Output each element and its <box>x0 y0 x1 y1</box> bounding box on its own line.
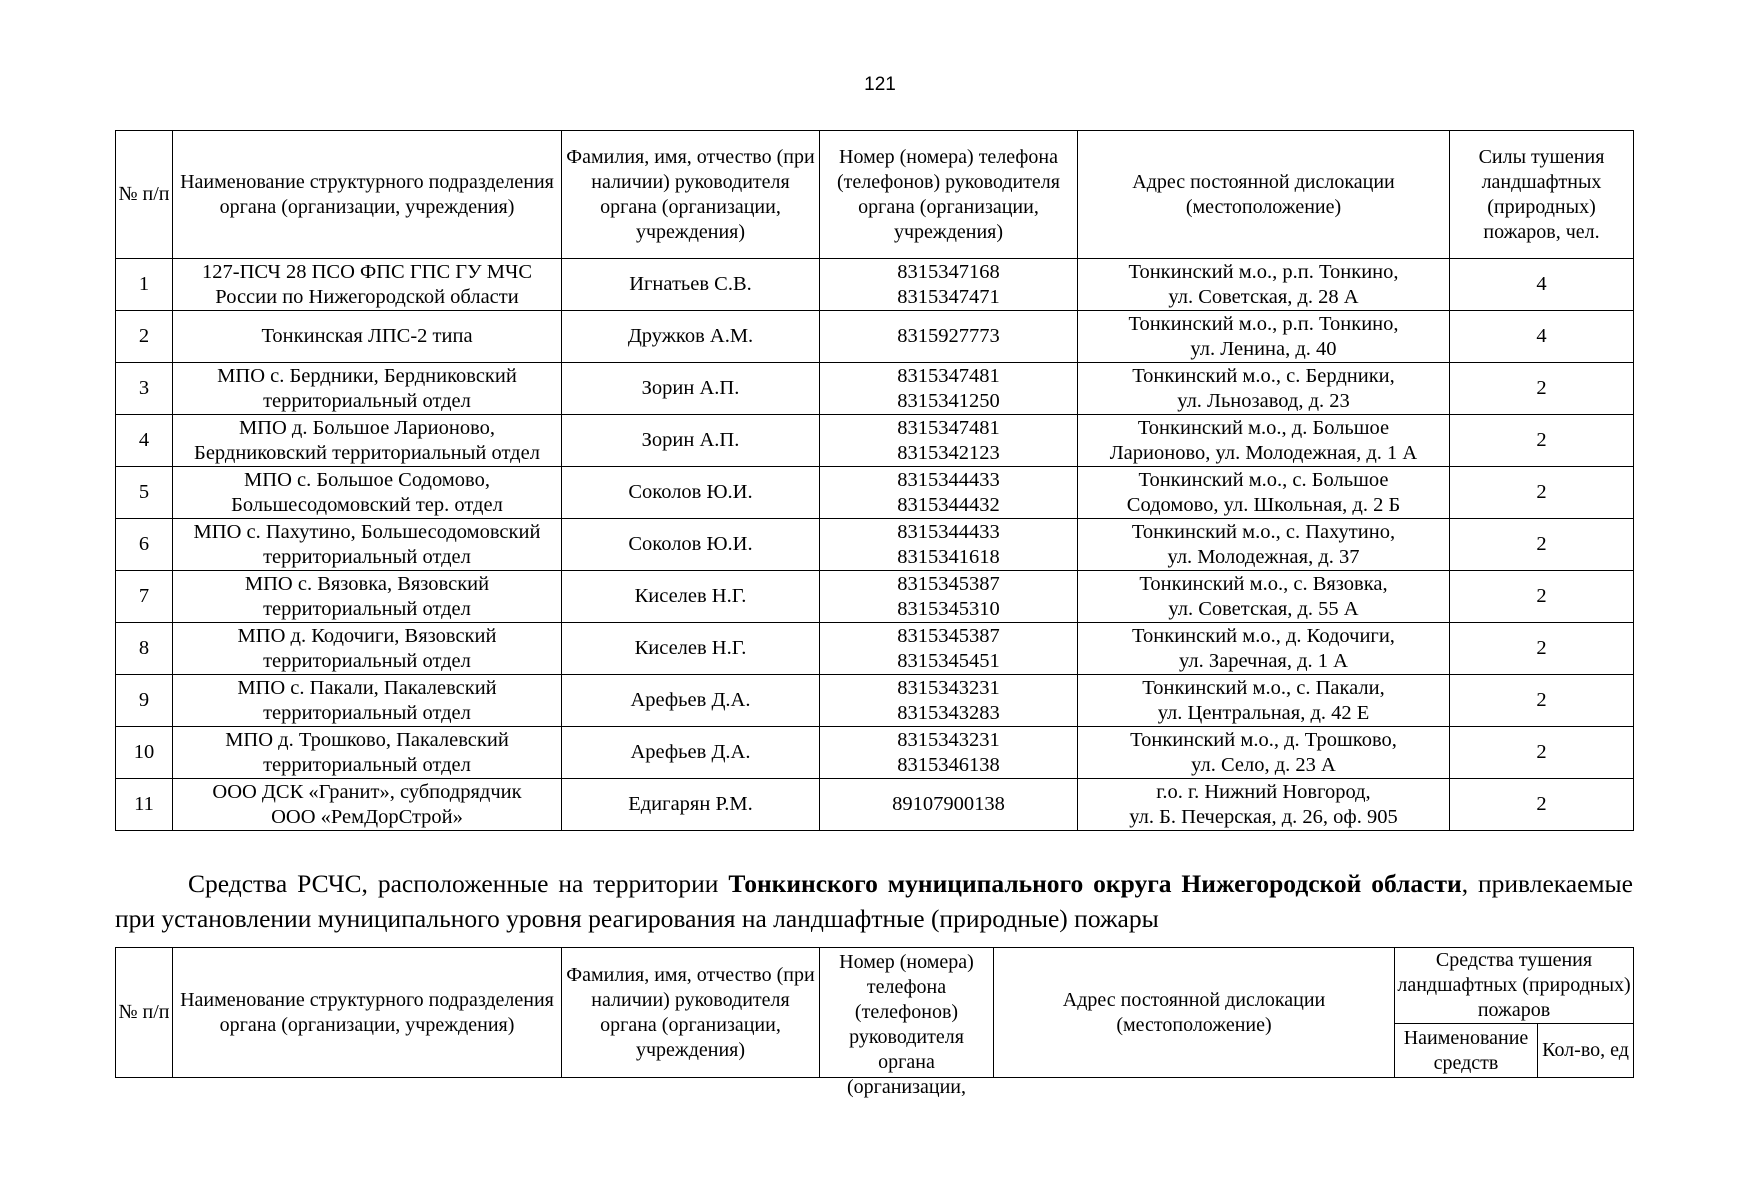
cell-address <box>1078 259 1450 311</box>
cell-name <box>173 571 562 623</box>
cell-address-line: ул. Советская, д. 55 А <box>1168 597 1359 620</box>
cell-forces <box>1450 311 1634 363</box>
cell-phone <box>820 675 1078 727</box>
col-header-num: № п/п <box>116 948 173 1078</box>
cell-name <box>173 727 562 779</box>
cell-num-line: 11 <box>134 793 154 815</box>
cell-forces <box>1450 779 1634 831</box>
section-title-part1: Средства РСЧС, расположенные на территории <box>188 869 729 898</box>
cell-name <box>173 675 562 727</box>
cell-phone-line: 8315341618 <box>897 545 1000 568</box>
col-header-forces: Силы тушения ландшафтных (природных) пожаров, чел. <box>1450 131 1634 259</box>
cell-phone <box>820 415 1078 467</box>
cell-num <box>116 311 173 363</box>
cell-name-line: МПО д. Большое Ларионово, <box>238 416 496 439</box>
cell-phone <box>820 571 1078 623</box>
cell-num-line: 7 <box>138 585 150 607</box>
cell-head <box>562 259 820 311</box>
cell-address <box>1078 779 1450 831</box>
cell-num-line: 4 <box>138 429 150 451</box>
cell-forces <box>1450 623 1634 675</box>
cell-head-line: Киселев Н.Г. <box>634 585 747 607</box>
cell-num <box>116 727 173 779</box>
cell-name-line: территориальный отдел <box>263 545 471 568</box>
table-row <box>116 363 1634 415</box>
cell-address-line: ул. Советская, д. 28 А <box>1168 285 1359 308</box>
cell-address-line: Тонкинский м.о., с. Пакали, <box>1142 676 1385 699</box>
cell-address-line: Тонкинский м.о., д. Кодочиги, <box>1132 624 1395 647</box>
cell-head-line: Зорин А.П. <box>641 429 740 451</box>
page-number: 121 <box>864 74 896 95</box>
cell-head <box>562 519 820 571</box>
cell-head <box>562 415 820 467</box>
cell-head-line: Дружков А.М. <box>627 325 754 347</box>
cell-name-line: Тонкинская ЛПС-2 типа <box>261 325 473 347</box>
cell-phone <box>820 363 1078 415</box>
cell-phone <box>820 779 1078 831</box>
cell-forces <box>1450 259 1634 311</box>
cell-name <box>173 779 562 831</box>
cell-address-line: ул. Центральная, д. 42 Е <box>1157 701 1370 724</box>
col-header-address: Адрес постоянной дислокации (местоположение) <box>1078 131 1450 259</box>
cell-num-line: 6 <box>138 533 150 555</box>
cell-num <box>116 467 173 519</box>
cell-address-line: Тонкинский м.о., с. Вязовка, <box>1139 572 1388 595</box>
table-row <box>116 311 1634 363</box>
table-row <box>116 675 1634 727</box>
cell-forces-line: 2 <box>1536 637 1547 659</box>
cell-name <box>173 623 562 675</box>
cell-phone-line: 8315347471 <box>897 285 1000 308</box>
cell-address <box>1078 623 1450 675</box>
cell-phone-line: 8315347481 <box>897 416 1000 439</box>
cell-head <box>562 675 820 727</box>
cell-forces-line: 2 <box>1536 377 1547 399</box>
cell-phone-line: 8315346138 <box>897 753 1000 776</box>
cell-head <box>562 467 820 519</box>
cell-head-line: Едигарян Р.М. <box>628 793 753 815</box>
cell-forces-line: 2 <box>1536 585 1547 607</box>
cell-phone <box>820 311 1078 363</box>
cell-address-line: Ларионово, ул. Молодежная, д. 1 А <box>1109 441 1418 464</box>
cell-forces-line: 2 <box>1536 689 1547 711</box>
cell-name-line: территориальный отдел <box>263 753 471 776</box>
col-header-address: Адрес постоянной дислокации (местоположение) <box>994 948 1395 1078</box>
cell-num-line: 5 <box>138 481 150 503</box>
fire-units-table <box>115 130 1634 831</box>
table-header-row <box>116 131 1634 259</box>
cell-head-line: Зорин А.П. <box>641 377 740 399</box>
cell-num <box>116 675 173 727</box>
cell-address-line: Тонкинский м.о., с. Бердники, <box>1132 364 1395 387</box>
cell-name-line: ООО «РемДорСтрой» <box>271 805 463 828</box>
cell-phone-line: 8315345387 <box>897 572 1000 595</box>
cell-head-line: Арефьев Д.А. <box>630 741 751 763</box>
cell-forces-line: 2 <box>1536 481 1547 503</box>
table-header-row <box>116 948 1634 1024</box>
cell-head-line: Игнатьев С.В. <box>629 273 752 295</box>
cell-forces-line: 2 <box>1536 533 1547 555</box>
cell-address-line: ул. Ленина, д. 40 <box>1190 337 1337 360</box>
cell-phone-line: 8315344433 <box>897 520 1000 543</box>
cell-address-line: Тонкинский м.о., д. Большое <box>1137 416 1390 439</box>
cell-head <box>562 571 820 623</box>
cell-phone-line: 8315345387 <box>897 624 1000 647</box>
col-header-phone-text: Номер (номера) телефона (телефонов) руководителя органа (организации, <box>839 951 974 1098</box>
cell-head <box>562 779 820 831</box>
cell-address-line: Тонкинский м.о., д. Трошково, <box>1130 728 1397 751</box>
cell-address <box>1078 363 1450 415</box>
cell-phone-line: 8315342123 <box>897 441 1000 464</box>
cell-head-line: Соколов Ю.И. <box>628 481 753 503</box>
cell-head-line: Соколов Ю.И. <box>628 533 753 555</box>
cell-address-line: Тонкинский м.о., с. Пахутино, <box>1131 520 1396 543</box>
cell-address <box>1078 415 1450 467</box>
cell-forces <box>1450 519 1634 571</box>
table-body <box>116 259 1634 831</box>
col-header-phone <box>820 948 994 1098</box>
cell-name <box>173 363 562 415</box>
cell-address-line: Тонкинский м.о., р.п. Тонкино, <box>1128 260 1399 283</box>
cell-name <box>173 259 562 311</box>
cell-name <box>173 519 562 571</box>
cell-name-line: МПО д. Трошково, Пакалевский <box>225 728 509 751</box>
col-header-means-name: Наименование средств <box>1395 1024 1538 1078</box>
cell-forces <box>1450 467 1634 519</box>
cell-num-line: 3 <box>138 377 150 399</box>
cell-phone-line: 8315343283 <box>897 701 1000 724</box>
cell-num <box>116 519 173 571</box>
cell-forces <box>1450 675 1634 727</box>
cell-phone-line: 89107900138 <box>892 793 1005 815</box>
cell-phone-line: 8315344433 <box>897 468 1000 491</box>
col-header-means: Средства тушения ландшафтных (природных) пожаров <box>1395 948 1634 1024</box>
cell-head <box>562 623 820 675</box>
cell-name-line: Большесодомовский тер. отдел <box>231 493 503 516</box>
table-row <box>116 467 1634 519</box>
cell-phone <box>820 727 1078 779</box>
cell-phone-line: 8315347168 <box>897 260 1000 283</box>
cell-phone-line: 8315347481 <box>897 364 1000 387</box>
cell-forces <box>1450 363 1634 415</box>
cell-head-line: Киселев Н.Г. <box>634 637 747 659</box>
cell-forces <box>1450 571 1634 623</box>
cell-address <box>1078 675 1450 727</box>
cell-num <box>116 259 173 311</box>
cell-phone-line: 8315345310 <box>897 597 1000 620</box>
cell-address <box>1078 519 1450 571</box>
cell-name-line: территориальный отдел <box>263 701 471 724</box>
col-header-head: Фамилия, имя, отчество (при наличии) руководителя органа (организации, учреждения) <box>562 131 820 259</box>
cell-phone-line: 8315341250 <box>897 389 1000 412</box>
col-header-num: № п/п <box>116 131 173 259</box>
cell-head <box>562 363 820 415</box>
col-header-name: Наименование структурного подразделения органа (организации, учреждения) <box>173 948 562 1078</box>
cell-forces-line: 2 <box>1536 793 1547 815</box>
cell-name-line: МПО с. Пахутино, Большесодомовский <box>193 520 541 543</box>
cell-num <box>116 571 173 623</box>
cell-forces-line: 4 <box>1536 273 1547 295</box>
cell-address <box>1078 467 1450 519</box>
cell-name-line: МПО с. Пакали, Пакалевский <box>237 676 497 699</box>
cell-address-line: ул. Льнозавод, д. 23 <box>1177 389 1350 412</box>
cell-forces-line: 4 <box>1536 325 1547 347</box>
col-header-phone: Номер (номера) телефона (телефонов) руководителя органа (организации, учреждения) <box>820 131 1078 259</box>
cell-num-line: 2 <box>138 325 150 347</box>
cell-forces-line: 2 <box>1536 429 1547 451</box>
col-header-head: Фамилия, имя, отчество (при наличии) руководителя органа (организации, учреждения) <box>562 948 820 1078</box>
cell-name-line: МПО с. Большое Содомово, <box>244 468 490 491</box>
cell-name-line: территориальный отдел <box>263 649 471 672</box>
cell-num-line: 9 <box>138 689 150 711</box>
section-title-part2: , привлекаемые при установлении муниципального уровня реагирования на ландшафтные (природные) пожары <box>115 869 1633 933</box>
cell-name <box>173 311 562 363</box>
cell-num <box>116 415 173 467</box>
section-title-bold: Тонкинского муниципального округа Нижегородской области <box>728 869 1462 898</box>
cell-name-line: территориальный отдел <box>263 597 471 620</box>
cell-name-line: России по Нижегородской области <box>215 285 519 308</box>
rschs-means-table <box>115 947 1634 1098</box>
cell-address-line: Тонкинский м.о., с. Большое <box>1138 468 1389 491</box>
cell-address-line: Тонкинский м.о., р.п. Тонкино, <box>1128 312 1399 335</box>
col-header-name: Наименование структурного подразделения органа (организации, учреждения) <box>173 131 562 259</box>
cell-phone <box>820 623 1078 675</box>
cell-name-line: 127-ПСЧ 28 ПСО ФПС ГПС ГУ МЧС <box>202 260 532 283</box>
table-row <box>116 571 1634 623</box>
cell-phone <box>820 467 1078 519</box>
cell-head <box>562 311 820 363</box>
cell-address-line: г.о. г. Нижний Новгород, <box>1156 780 1371 803</box>
cell-num-line: 8 <box>138 637 150 659</box>
cell-name-line: МПО с. Бердники, Бердниковский <box>217 364 517 387</box>
cell-address-line: ул. Село, д. 23 А <box>1191 753 1336 776</box>
cell-phone-line: 8315343231 <box>897 676 1000 699</box>
cell-name <box>173 467 562 519</box>
cell-name-line: МПО д. Кодочиги, Вязовский <box>237 624 497 647</box>
cell-phone <box>820 519 1078 571</box>
cell-name-line: территориальный отдел <box>263 389 471 412</box>
cell-address <box>1078 311 1450 363</box>
cell-address-line: ул. Молодежная, д. 37 <box>1167 545 1360 568</box>
cell-forces-line: 2 <box>1536 741 1547 763</box>
cell-phone-line: 8315345451 <box>897 649 1000 672</box>
cell-num <box>116 363 173 415</box>
cell-head <box>562 727 820 779</box>
cell-num-line: 10 <box>133 741 155 763</box>
cell-phone-line: 8315927773 <box>897 325 1000 347</box>
cell-address-line: ул. Заречная, д. 1 А <box>1179 649 1348 672</box>
table-row <box>116 259 1634 311</box>
table-row <box>116 415 1634 467</box>
cell-forces <box>1450 727 1634 779</box>
cell-head-line: Арефьев Д.А. <box>630 689 751 711</box>
table-row <box>116 623 1634 675</box>
cell-name-line: Бердниковский территориальный отдел <box>194 441 540 464</box>
cell-address <box>1078 571 1450 623</box>
cell-num <box>116 779 173 831</box>
cell-forces <box>1450 415 1634 467</box>
cell-address-line: ул. Б. Печерская, д. 26, оф. 905 <box>1129 805 1398 828</box>
cell-num <box>116 623 173 675</box>
cell-name-line: ООО ДСК «Гранит», субподрядчик <box>212 780 522 803</box>
cell-phone-line: 8315344432 <box>897 493 1000 516</box>
table-row <box>116 779 1634 831</box>
cell-phone-line: 8315343231 <box>897 728 1000 751</box>
cell-phone <box>820 259 1078 311</box>
section-title <box>115 866 1633 936</box>
cell-address <box>1078 727 1450 779</box>
table-row <box>116 727 1634 779</box>
cell-num-line: 1 <box>138 273 150 295</box>
cell-address-line: Содомово, ул. Школьная, д. 2 Б <box>1126 493 1401 516</box>
cell-name <box>173 415 562 467</box>
cell-name-line: МПО с. Вязовка, Вязовский <box>244 572 490 595</box>
table-row <box>116 519 1634 571</box>
col-header-means-qty: Кол-во, ед <box>1538 1024 1634 1078</box>
